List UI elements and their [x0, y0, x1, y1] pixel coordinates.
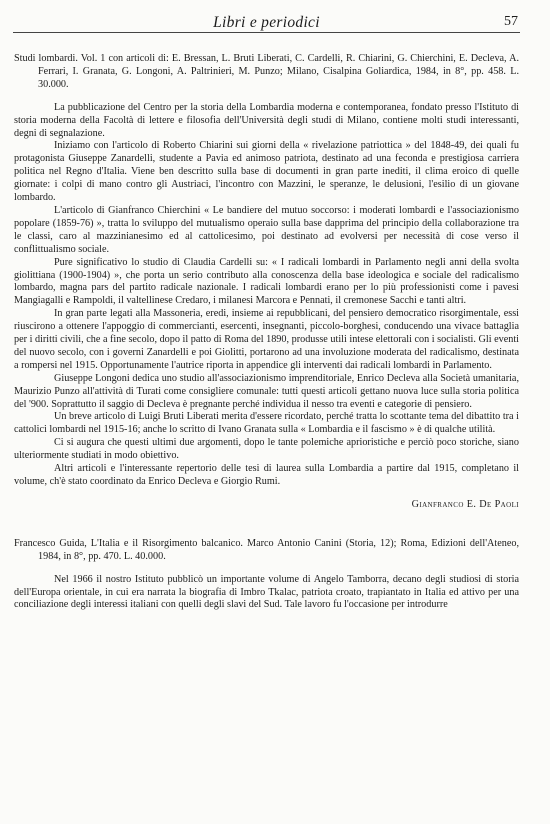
review-paragraph: Un breve articolo di Luigi Bruti Liberati merita d'essere ricordato, perché tratta lo scottante tema del dibattito tra i cattolici lombardi nel 1915-16; anche lo scritto di Ivano Granata sulla « Lombardia e il fascismo » è di qualche utilità.	[14, 411, 519, 436]
review-paragraph: Ci si augura che questi ultimi due argomenti, dopo le tante polemiche aprioristiche e perciò poco storiche, siano ulteriormente studiati in modo obiettivo.	[14, 437, 519, 462]
section-gap	[14, 512, 519, 538]
review-paragraph: In gran parte legati alla Massoneria, eredi, insieme ai repubblicani, del pensiero democratico risorgimentale, essi riuscirono a ottenere l'appoggio di commercianti, esercenti, insegnanti, piccolo-borghesi, conducendo una vivace battaglia per i diritti civili, che a fine secolo, dopo il patto di Roma del 1890, produsse utili intese elettorali con i socialisti. Gli eventi del nuovo secolo, con i governi Zanardelli e poi Giolitti, portarono ad una involuzione moderata del radicalismo, destinata a rompersi nel 1915. Opportunamente l'autrice riporta in appendice gli interventi dai radicali lombardi in Parlamento.	[14, 308, 519, 371]
review-signature: Gianfranco E. De Paoli	[411, 498, 519, 510]
review-paragraph: La pubblicazione del Centro per la storia della Lombardia moderna e contemporanea, fondato presso l'Istituto di storia moderna della Facoltà di lettere e filosofia dell'Università degli studi di Milano, contiene molti studi interessanti, degni di segnalazione.	[14, 101, 519, 139]
review-body-2	[14, 574, 519, 613]
review-paragraph: L'articolo di Gianfranco Chierchini « Le bandiere del mutuo soccorso: i moderati lombardi e l'associazionismo popolare (1859-76) », tratta lo sviluppo del mutualismo operaio sulla base dapprima del principio della collaborazione tra le classi, caro al mazzinianesimo ed al cattolicesimo, poi destinato ad evolversi per necessità di cose verso il conflittualismo sociale.	[14, 204, 519, 255]
page-number: 57	[504, 14, 518, 29]
review-paragraph: Altri articoli e l'interessante repertorio delle tesi di laurea sulla Lombardia a partire dal 1915, completano il volume, ch'è stato coordinato da Enrico Decleva e Giorgio Rumi.	[14, 463, 519, 487]
review-paragraph: Pure significativo lo studio di Claudia Cardelli su: « I radicali lombardi in Parlamento negli anni della svolta giolittiana (1900-1904) », che porta un serio contributo alla conoscenza della base ideologica e sociale del radicalismo lombardo, magna pars del partito radicale nazionale. I radicali lombardi erano per lo più professionisti come i pavesi Mangiagalli e Rampoldi, il valtellinese Credaro, i milanesi Marcora e Pennati, il cremonese Sacchi e tanti altri.	[14, 256, 519, 307]
review-paragraph: Nel 1966 il nostro Istituto pubblicò un importante volume di Angelo Tamborra, decano degli studiosi di storia dell'Europa orientale, in cui era narrata la biografia di Imbro Tkalac, patriota croato, trapiantato in Italia ed attivo per una conciliazione degli interessi italiani con quelli degli slavi del Sud. Tale lavoro fu l'occasione per introdurre	[14, 573, 519, 611]
running-head: Libri e periodici	[213, 14, 320, 31]
review-paragraph: Iniziamo con l'articolo di Roberto Chiarini sui giorni della « rivelazione patriottica » del 1848-49, dei quali fu protagonista Giuseppe Zanardelli, studente a Pavia ed animoso patriota, destinato ad una feconda e prestigiosa carriera politica nel Regno d'Italia. Viene ben descritto sulla base di documenti in gran parte inediti, il clima eroico di quelle giornate: i colpi di mano contro gli Austriaci, l'incontro con Mazzini, le speranze, le delusioni, l'esilio di un giovane lombardo.	[14, 140, 519, 204]
review-citation: Studi lombardi. Vol. 1 con articoli di: E. Bressan, L. Bruti Liberati, C. Cardelli, R. Chiarini, G. Chierchini, E. Decleva, A. Ferrari, I. Granata, G. Longoni, A. Paltrinieri, M. Punzo; Milano, Cisalpina Goliardica, 1984, in 8°, pp. 458. L. 30.000.	[14, 53, 519, 90]
review-paragraph: Giuseppe Longoni dedica uno studio all'associazionismo imprenditoriale, Enrico Decleva alla Società umanitaria, Maurizio Punzo all'attività di Turati come consigliere comunale: tutti questi articoli gettano nuova luce sulla storia politica del '900. Soprattutto il saggio di Decleva è pregnante perché individua il nesso tra eventi e categorie di pensiero.	[14, 372, 519, 410]
review-citation-2: Francesco Guida, L'Italia e il Risorgimento balcanico. Marco Antonio Canini (Storia, 12); Roma, Edizioni dell'Ateneo, 1984, in 8°, pp. 470. L. 40.000.	[14, 537, 519, 562]
page-body	[14, 53, 519, 612]
review-body	[14, 102, 519, 489]
page-header	[13, 12, 520, 33]
